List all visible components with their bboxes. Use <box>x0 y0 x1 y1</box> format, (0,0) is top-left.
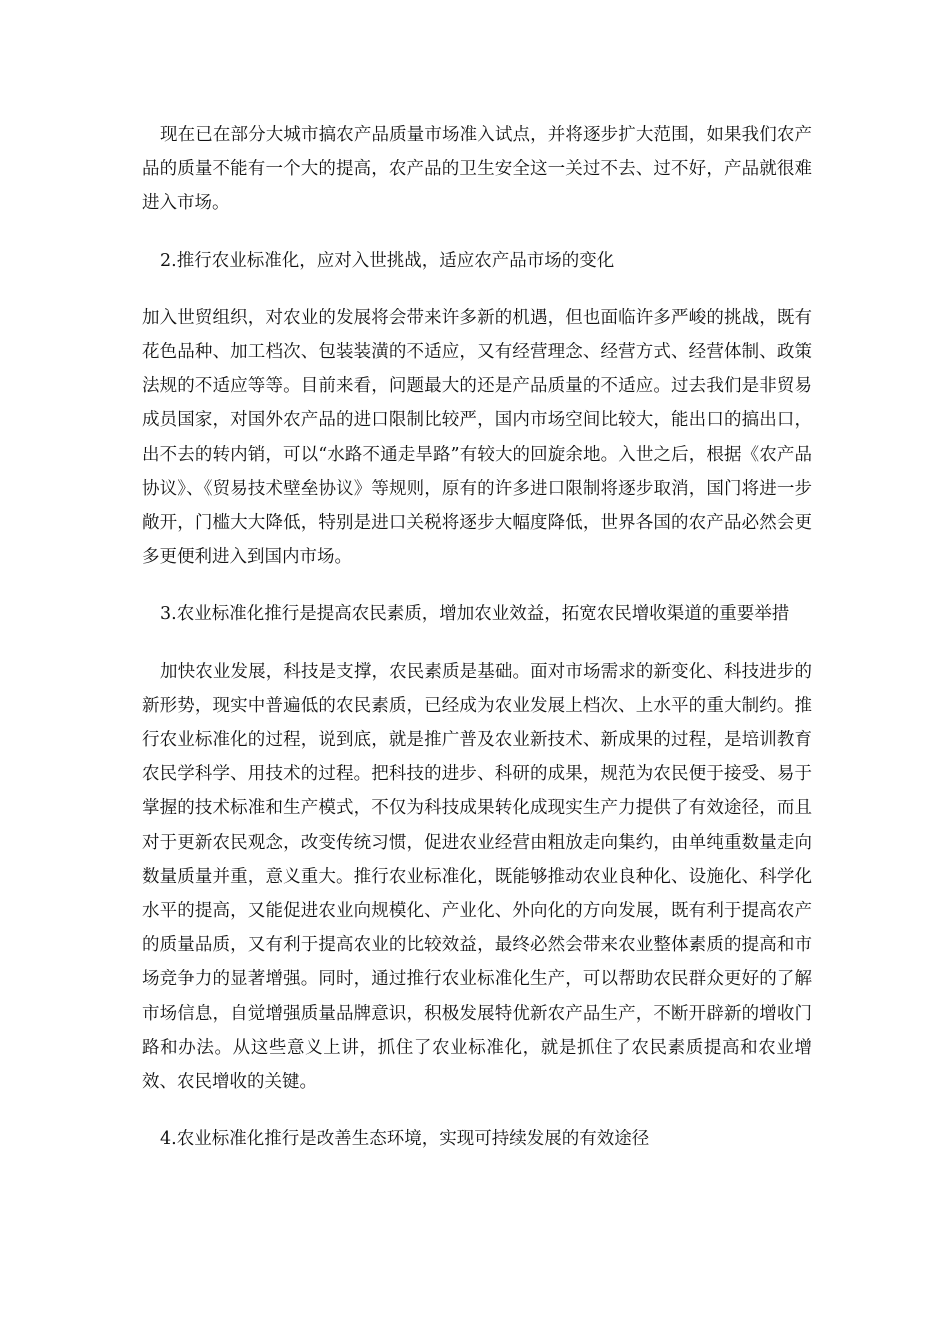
document-body <box>142 118 812 1179</box>
paragraph-farmer-quality: 加快农业发展，科技是支撑，农民素质是基础。面对市场需求的新变化、科技进步的新形势，现实中普遍低的农民素质，已经成为农业发展上档次、上水平的重大制约。推行农业标准化的过程，说到底，就是推广普及农业新技术、新成果的过程，是培训教育农民学科学、用技术的过程。把科技的进步、科研的成果，规范为农民便于接受、易于掌握的技术标准和生产模式，不仅为科技成果转化成现实生产力提供了有效途径，而且对于更新农民观念，改变传统习惯，促进农业经营由粗放走向集约，由单纯重数量走向数量质量并重，意义重大。推行农业标准化，既能够推动农业良种化、设施化、科学化水平的提高，又能促进农业向规模化、产业化、外向化的方向发展，既有利于提高农产的质量品质，又有利于提高农业的比较效益，最终必然会带来农业整体素质的提高和市场竞争力的显著增强。同时，通过推行农业标准化生产，可以帮助农民群众更好的了解市场信息，自觉增强质量品牌意识，积极发展特优新农产品生产，不断开辟新的增收门路和办法。从这些意义上讲，抓住了农业标准化，就是抓住了农民素质提高和农业增效、农民增收的关键。 <box>142 661 812 1093</box>
section-heading-2: 2.推行农业标准化，应对入世挑战，适应农产品市场的变化 <box>160 250 615 271</box>
section-heading-3: 3.农业标准化推行是提高农民素质，增加农业效益，拓宽农民增收渠道的重要举措 <box>160 604 790 625</box>
paragraph-wto-challenges: 加入世贸组织，对农业的发展将会带来许多新的机遇，但也面临许多严峻的挑战，既有花色品种、加工档次、包装装潢的不适应，又有经营理念、经营方式、经营体制、政策法规的不适应等等。目前来看，问题最大的还是产品质量的不适应。过去我们是非贸易成员国家，对国外农产品的进口限制比较严，国内市场空间比较大，能出口的搞出口，出不去的转内销，可以“水路不通走旱路”有较大的回旋余地。入世之后，根据《农产品协议》、《贸易技术壁垒协议》等规则，原有的许多进口限制将逐步取消，国门将进一步敞开，门槛大大降低，特别是进口关税将逐步大幅度降低，世界各国的农产品必然会更多更便利进入到国内市场。 <box>142 307 812 568</box>
section-heading-4: 4.农业标准化推行是改善生态环境，实现可持续发展的有效途径 <box>160 1129 650 1150</box>
paragraph-market-access: 现在已在部分大城市搞农产品质量市场准入试点，并将逐步扩大范围，如果我们农产品的质量不能有一个大的提高，农产品的卫生安全这一关过不去、过不好，产品就很难进入市场。 <box>142 125 812 214</box>
